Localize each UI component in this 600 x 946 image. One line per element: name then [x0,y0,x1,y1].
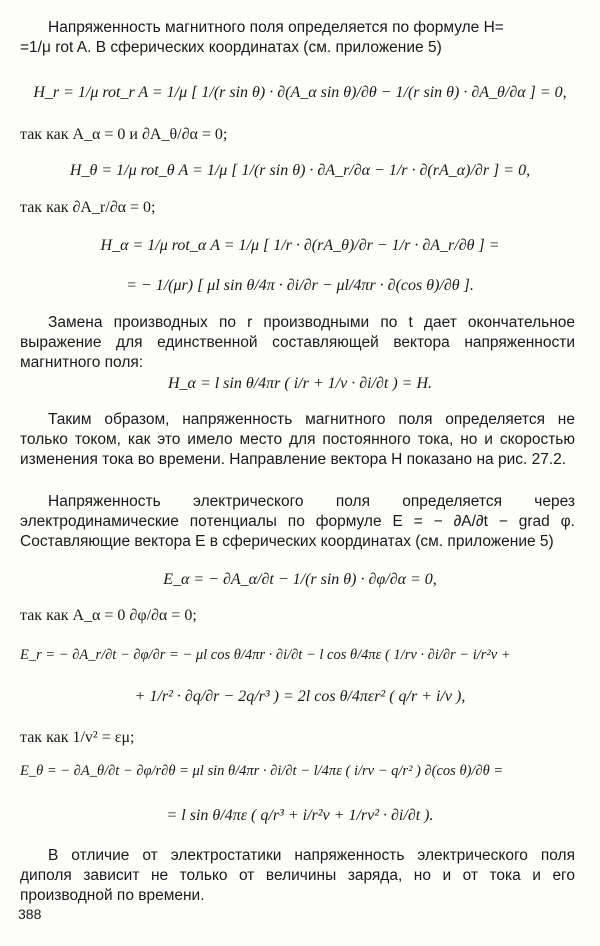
equation-h-alpha-1: H_α = 1/μ rot_α A = 1/μ [ 1/r · ∂(rA_θ)/∂r − 1/r · ∂A_r/∂θ ] = [100,237,500,254]
equation-e-theta-2: = l sin θ/4πε ( q/r³ + i/r²v + 1/rv² · ∂i/∂t ). [166,807,434,824]
paragraph-electric-field: Напряженность электрического поля определяется через электродинамические потенциалы по формуле E = − ∂A/∂t − grad φ. Составляющие вектора E в сферических координатах (см. приложение 5) [20,493,575,550]
paragraph-substitution: Замена производных по r производными по t дает окончательное выражение для единственной составляющей вектора напряженности магнитного поля: [20,314,575,371]
equation-e-r-2: + 1/r² · ∂q/∂r − 2q/r³ ) = 2l cos θ/4πεr² ( q/r + i/v ), [134,688,466,705]
intro-line-1: Напряженность магнитного поля определяется по формуле H= [48,19,504,36]
page-number: 388 [18,906,42,922]
equation-h-alpha-2: = − 1/(μr) [ μl sin θ/4π · ∂i/∂r − μl/4πr · ∂(cos θ)/∂θ ]. [126,277,474,294]
condition-4: так как 1/v² = εμ; [20,729,135,746]
condition-2: так как ∂A_r/∂α = 0; [20,199,156,216]
equation-h-theta: H_θ = 1/μ rot_θ A = 1/μ [ 1/(r sin θ) · ∂A_r/∂α − 1/r · ∂(rA_α)/∂r ] = 0, [69,162,531,179]
condition-3: так как A_α = 0 ∂φ/∂α = 0; [20,607,197,624]
equation-e-theta-1: E_θ = − ∂A_θ/∂t − ∂φ/r∂θ = μl sin θ/4πr · ∂i/∂t − l/4πε ( i/rv − q/r² ) ∂(cos θ)/∂θ = [20,763,504,779]
equation-e-r-1: E_r = − ∂A_r/∂t − ∂φ/∂r = − μl cos θ/4πr · ∂i/∂t − l cos θ/4πε ( 1/rv · ∂i/∂r − i/r²v + [20,647,511,663]
equation-e-alpha: E_α = − ∂A_α/∂t − 1/(r sin θ) · ∂φ/∂α = 0, [163,571,437,588]
equation-h-r: H_r = 1/μ rot_r A = 1/μ [ 1/(r sin θ) · ∂(A_α sin θ)/∂θ − 1/(r sin θ) · ∂A_θ/∂α ] = 0, [33,84,567,101]
equation-h-final: H_α = l sin θ/4πr ( i/r + 1/v · ∂i/∂t ) = H. [167,375,433,392]
paragraph-final: В отличие от электростатики напряженность электрического поля диполя зависит не только от величины заряда, но и от тока и его производной по времени. [20,847,575,904]
intro-line-2: =1/μ rot A. В сферических координатах (см. приложение 5) [20,39,442,56]
paragraph-conclusion-h: Таким образом, напряженность магнитного поля определяется не только током, как это имело место для постоянного тока, но и скоростью изменения тока во времени. Направление вектора H показано на рис. 27.2. [20,411,575,468]
paragraph-magnetic-intro [20,18,575,58]
condition-1: так как A_α = 0 и ∂A_θ/∂α = 0; [20,126,228,143]
